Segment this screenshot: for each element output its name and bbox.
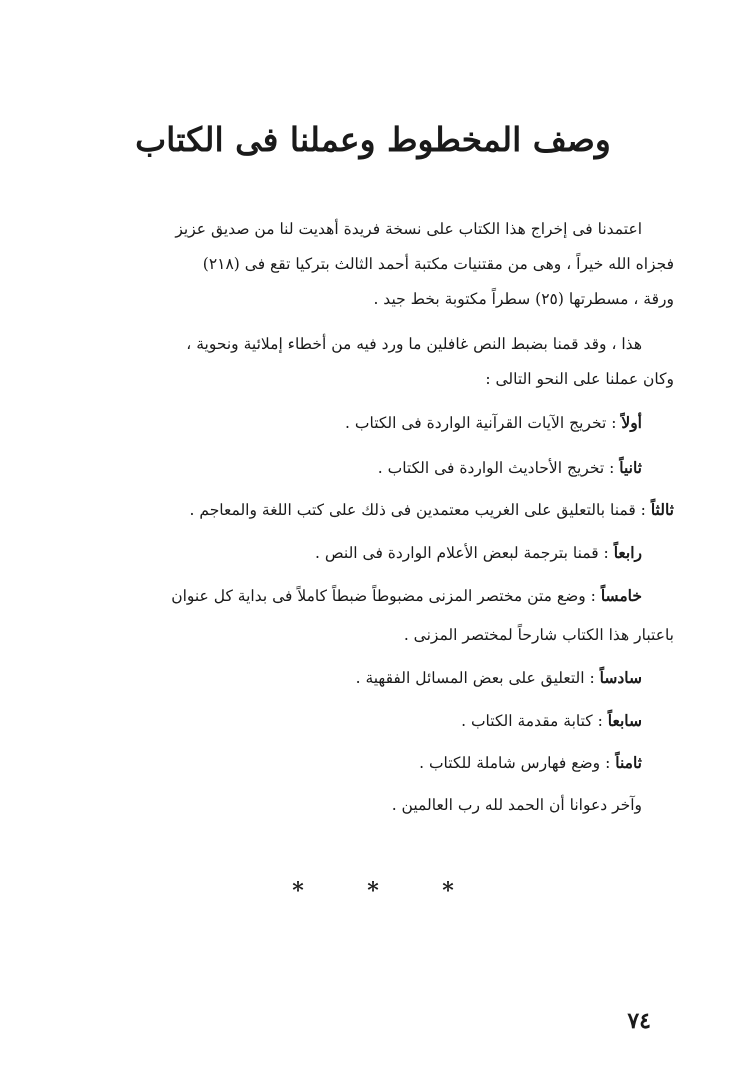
method-paragraph (74, 327, 674, 397)
list-item-6-text: : التعليق على بعض المسائل الفقهية . (355, 669, 600, 687)
list-item-1-lead: أولاً (621, 413, 642, 432)
page-title: وصف المخطوط وعملنا فى الكتاب (135, 120, 611, 159)
intro-paragraph (74, 212, 674, 317)
list-item-8-lead: ثامناً (615, 753, 642, 772)
list-item-8 (62, 745, 642, 781)
list-item-3 (54, 492, 674, 528)
list-item-7-lead: سابعاً (607, 711, 642, 730)
list-item-2-lead: ثانياً (619, 458, 642, 477)
list-item-5-text: : وضع متن مختصر المزنى مضبوطاً ضبطاً كاملاً فى بداية كل عنوان (171, 587, 601, 605)
section-separator (0, 878, 746, 904)
list-item-8-text: : وضع فهارس شاملة للكتاب . (419, 754, 616, 772)
intro-line-3: ورقة ، مسطرتها (٢٥) سطراً مكتوبة بخط جيد . (373, 290, 674, 308)
list-item-5-lead: خامساً (600, 586, 642, 605)
list-item-7-text: : كتابة مقدمة الكتاب . (461, 712, 608, 730)
list-item-2 (62, 450, 642, 486)
list-item-2-text: : تخريج الأحاديث الواردة فى الكتاب . (377, 459, 620, 477)
list-item-4-lead: رابعاً (613, 543, 642, 562)
list-item-6 (62, 660, 642, 696)
intro-line-1: اعتمدنا فى إخراج هذا الكتاب على نسخة فريدة أهديت لنا من صديق عزيز (175, 220, 642, 238)
list-item-4-text: : قمنا بترجمة لبعض الأعلام الواردة فى النص . (315, 544, 614, 562)
intro-line-2: فجزاه الله خيراً ، وهى من مقتنيات مكتبة أحمد الثالث بتركيا تقع فى (٢١٨) (202, 255, 674, 273)
separator-star-3: * (442, 878, 454, 904)
list-item-7 (62, 703, 642, 739)
list-item-6-lead: سادساً (599, 668, 642, 687)
separator-star-2: * (367, 878, 379, 904)
list-item-4 (62, 535, 642, 571)
method-line-2: وكان عملنا على النحو التالى : (485, 370, 674, 388)
list-item-3-text: : قمنا بالتعليق على الغريب معتمدين فى ذلك على كتب اللغة والمعاجم . (189, 501, 651, 519)
list-item-5 (42, 578, 642, 614)
list-item-1 (62, 405, 642, 441)
page-number: ٧٤ (627, 1008, 651, 1034)
list-item-1-text: : تخريج الآيات القرآنية الواردة فى الكتاب . (345, 414, 622, 432)
list-item-5-continuation: باعتبار هذا الكتاب شارحاً لمختصر المزنى . (403, 626, 674, 644)
list-item-3-lead: ثالثاً (650, 500, 674, 519)
method-line-1: هذا ، وقد قمنا بضبط النص غافلين ما ورد فيه من أخطاء إملائية ونحوية ، (186, 335, 642, 353)
separator-star-1: * (292, 878, 304, 904)
closing-line: وآخر دعوانا أن الحمد لله رب العالمين . (391, 796, 642, 814)
